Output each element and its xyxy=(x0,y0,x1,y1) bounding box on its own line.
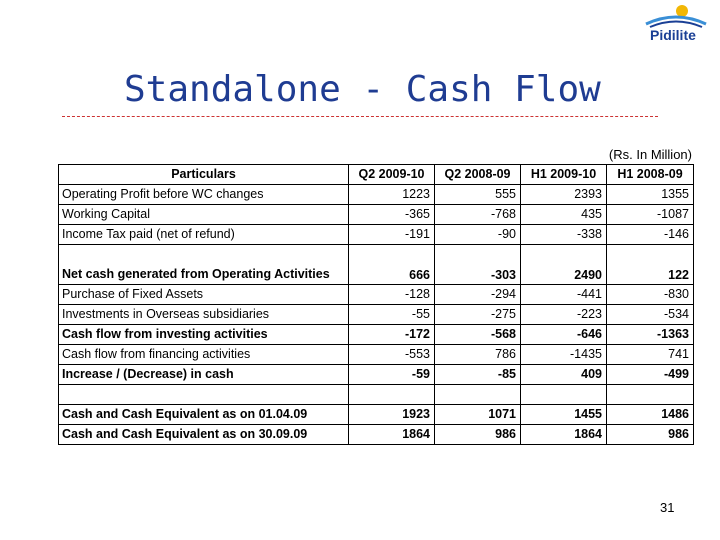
table-header-row xyxy=(59,165,694,185)
cell-value: -534 xyxy=(607,305,694,325)
cell-value: -191 xyxy=(349,225,435,245)
header-q2-2009-10: Q2 2009-10 xyxy=(349,165,435,185)
cell-value: 666 xyxy=(349,245,435,285)
logo-text: Pidilite xyxy=(650,27,696,43)
table-row xyxy=(59,425,694,445)
cell-value: 2393 xyxy=(521,185,607,205)
cell-value: -59 xyxy=(349,365,435,385)
row-label: Operating Profit before WC changes xyxy=(59,185,349,205)
table-row xyxy=(59,345,694,365)
cell-value: -830 xyxy=(607,285,694,305)
cell-value: -85 xyxy=(435,365,521,385)
table-row xyxy=(59,365,694,385)
table-row xyxy=(59,205,694,225)
row-label: Investments in Overseas subsidiaries xyxy=(59,305,349,325)
table-row xyxy=(59,285,694,305)
cell-value: 1223 xyxy=(349,185,435,205)
cell-value: -275 xyxy=(435,305,521,325)
cell-value: -553 xyxy=(349,345,435,365)
cell-value: 1864 xyxy=(349,425,435,445)
cell-value: 1355 xyxy=(607,185,694,205)
header-q2-2008-09: Q2 2008-09 xyxy=(435,165,521,185)
cell-value: 1455 xyxy=(521,405,607,425)
cell-value: -146 xyxy=(607,225,694,245)
cell-value: -172 xyxy=(349,325,435,345)
cell-value: 986 xyxy=(435,425,521,445)
page-number: 31 xyxy=(660,500,675,515)
cell-value: -441 xyxy=(521,285,607,305)
header-particulars: Particulars xyxy=(59,165,349,185)
cell-value: -303 xyxy=(435,245,521,285)
row-label: Increase / (Decrease) in cash xyxy=(59,365,349,385)
cell-value: 409 xyxy=(521,365,607,385)
cell-value: -1435 xyxy=(521,345,607,365)
pidilite-logo xyxy=(640,2,712,46)
table-row xyxy=(59,325,694,345)
page-title: Standalone - Cash Flow xyxy=(124,69,601,110)
empty-cell xyxy=(59,385,349,405)
cell-value: -1087 xyxy=(607,205,694,225)
cell-value: -768 xyxy=(435,205,521,225)
cell-value: -55 xyxy=(349,305,435,325)
row-label: Cash and Cash Equivalent as on 01.04.09 xyxy=(59,405,349,425)
table-row xyxy=(59,185,694,205)
cell-value: 1486 xyxy=(607,405,694,425)
empty-cell xyxy=(607,385,694,405)
row-label: Cash and Cash Equivalent as on 30.09.09 xyxy=(59,425,349,445)
table-row xyxy=(59,405,694,425)
cell-value: -338 xyxy=(521,225,607,245)
cell-value: -1363 xyxy=(607,325,694,345)
cell-value: -90 xyxy=(435,225,521,245)
cell-value: -568 xyxy=(435,325,521,345)
empty-cell xyxy=(349,385,435,405)
cell-value: -365 xyxy=(349,205,435,225)
cell-value: 435 xyxy=(521,205,607,225)
cell-value: 1864 xyxy=(521,425,607,445)
cell-value: 2490 xyxy=(521,245,607,285)
header-h1-2008-09: H1 2008-09 xyxy=(607,165,694,185)
row-label: Cash flow from financing activities xyxy=(59,345,349,365)
cell-value: -294 xyxy=(435,285,521,305)
row-label: Cash flow from investing activities xyxy=(59,325,349,345)
cell-value: 1071 xyxy=(435,405,521,425)
row-label: Working Capital xyxy=(59,205,349,225)
header-h1-2009-10: H1 2009-10 xyxy=(521,165,607,185)
cell-value: 122 xyxy=(607,245,694,285)
table-row xyxy=(59,225,694,245)
cell-value: -499 xyxy=(607,365,694,385)
cash-flow-table xyxy=(58,164,694,445)
row-label: Purchase of Fixed Assets xyxy=(59,285,349,305)
cell-value: 786 xyxy=(435,345,521,365)
empty-cell xyxy=(435,385,521,405)
cell-value: -646 xyxy=(521,325,607,345)
table-spacer-row xyxy=(59,385,694,405)
cell-value: 986 xyxy=(607,425,694,445)
row-label: Income Tax paid (net of refund) xyxy=(59,225,349,245)
empty-cell xyxy=(521,385,607,405)
title-divider xyxy=(62,116,658,117)
unit-note: (Rs. In Million) xyxy=(608,147,692,162)
table-row xyxy=(59,245,694,285)
cell-value: -223 xyxy=(521,305,607,325)
cell-value: 741 xyxy=(607,345,694,365)
row-label: Net cash generated from Operating Activities xyxy=(59,245,349,285)
cell-value: 555 xyxy=(435,185,521,205)
cell-value: 1923 xyxy=(349,405,435,425)
cell-value: -128 xyxy=(349,285,435,305)
table-row xyxy=(59,305,694,325)
